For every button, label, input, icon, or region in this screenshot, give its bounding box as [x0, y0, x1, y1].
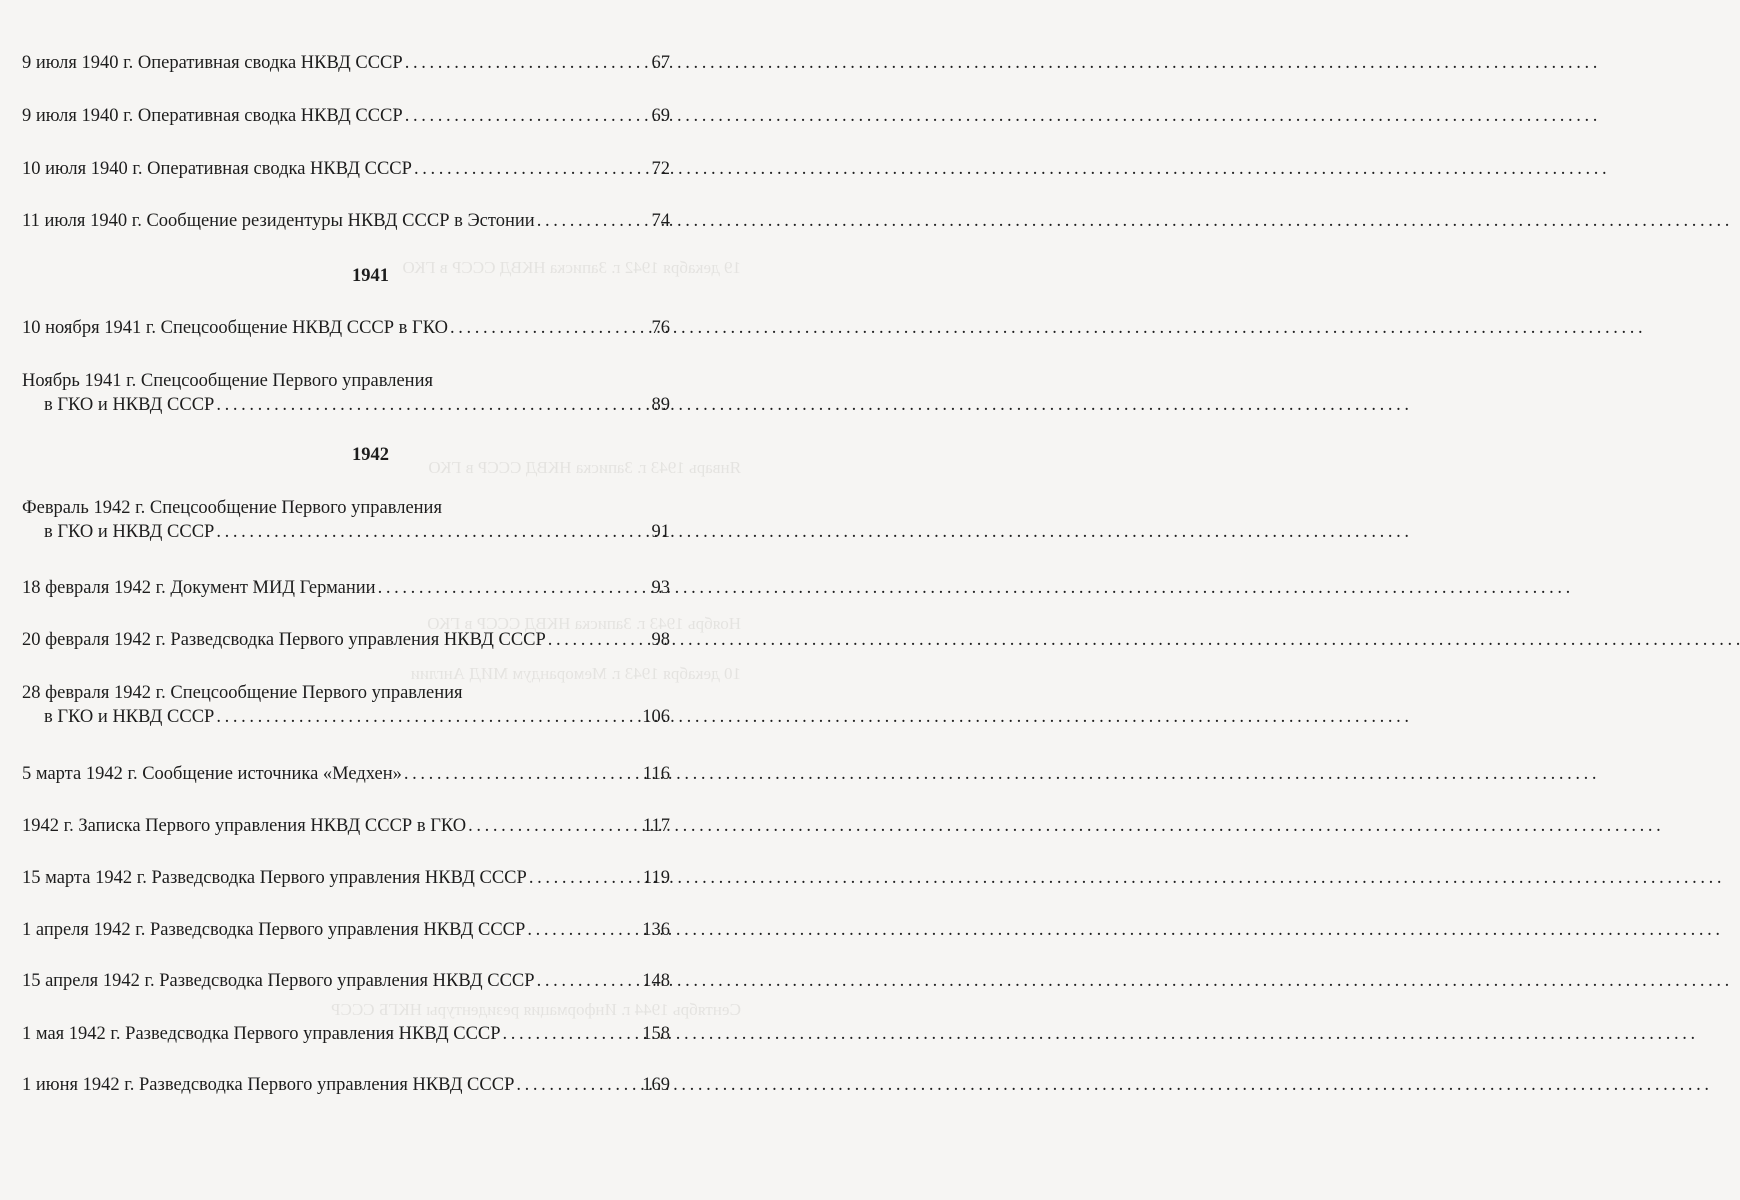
show-through-line: 10 декабря 1943 г. Меморандум МИД Англии [410, 664, 741, 683]
toc-page-number: 119 [642, 868, 670, 888]
year-heading: 1941 [352, 266, 389, 286]
toc-entry[interactable] [22, 969, 670, 993]
toc-entry-title: 1942 г. Записка Первого управления НКВД СССР в ГКО [22, 816, 467, 836]
toc-entry[interactable] [22, 369, 670, 417]
toc-page-number: 93 [651, 578, 670, 598]
toc-entry[interactable] [22, 681, 670, 729]
toc-page-number: 69 [651, 106, 670, 126]
dot-leader [414, 157, 650, 181]
dot-leader [405, 51, 650, 75]
toc-entry[interactable] [22, 104, 670, 128]
show-through-line: Сентябрь 1944 г. Информация резидентуры НКГБ СССР [331, 1000, 741, 1019]
toc-entry[interactable] [22, 1073, 670, 1097]
toc-page-number: 117 [642, 816, 670, 836]
dot-leader [404, 762, 641, 786]
toc-entry[interactable] [22, 157, 670, 181]
toc-page-number: 98 [651, 630, 670, 650]
toc-entry-title: 10 июля 1940 г. Оперативная сводка НКВД СССР [22, 159, 412, 179]
dot-leader [529, 866, 641, 890]
toc-entry[interactable] [22, 762, 670, 786]
toc-page-number: 74 [651, 211, 670, 231]
toc-entry-title: 10 ноября 1941 г. Спецсообщение НКВД СССР в ГКО [22, 318, 448, 338]
toc-entry-title: 5 марта 1942 г. Сообщение источника «Медхен» [22, 764, 402, 784]
toc-page-number: 158 [642, 1024, 670, 1044]
toc-entry-title: Февраль 1942 г. Спецсообщение Первого управления [22, 498, 442, 518]
show-through-line: 19 декабря 1942 г. Записка НКВД СССР в ГКО [402, 258, 741, 277]
toc-entry[interactable] [22, 814, 670, 838]
dot-leader [216, 393, 649, 417]
dot-leader [378, 576, 650, 600]
toc-entry[interactable] [22, 209, 670, 233]
toc-page-number: 89 [651, 395, 670, 415]
toc-page-number: 91 [651, 522, 670, 542]
toc-entry[interactable] [22, 316, 670, 340]
toc-entry[interactable] [22, 576, 670, 600]
toc-page-number: 72 [651, 159, 670, 179]
toc-entry[interactable] [22, 866, 670, 890]
toc-entry-title-continuation: в ГКО и НКВД СССР [44, 522, 215, 542]
dot-leader [537, 209, 650, 233]
dot-leader [537, 969, 641, 993]
toc-entry[interactable] [22, 628, 670, 652]
toc-entry-title: 1 апреля 1942 г. Разведсводка Первого управления НКВД СССР [22, 920, 526, 940]
dot-leader [216, 705, 640, 729]
toc-page-number: 136 [642, 920, 670, 940]
toc-entry-title: Ноябрь 1941 г. Спецсообщение Первого управления [22, 371, 433, 391]
dot-leader [503, 1022, 641, 1046]
toc-entry-title-continuation: в ГКО и НКВД СССР [44, 707, 215, 727]
toc-entry-title: 20 февраля 1942 г. Разведсводка Первого управления НКВД СССР [22, 630, 546, 650]
toc-page-number: 148 [642, 971, 670, 991]
toc-entry-title: 9 июля 1940 г. Оперативная сводка НКВД СССР [22, 53, 403, 73]
toc-entry-title: 15 апреля 1942 г. Разведсводка Первого управления НКВД СССР [22, 971, 535, 991]
toc-page [0, 0, 741, 1200]
toc-entry-title: 28 февраля 1942 г. Спецсообщение Первого управления [22, 683, 463, 703]
toc-entry-title: 1 мая 1942 г. Разведсводка Первого управления НКВД СССР [22, 1024, 501, 1044]
toc-page-number: 116 [642, 764, 670, 784]
dot-leader [516, 1073, 640, 1097]
toc-entry-title: 11 июля 1940 г. Сообщение резидентуры НКВД СССР в Эстонии [22, 211, 535, 231]
show-through-line: Январь 1943 г. Записка НКВД СССР в ГКО [428, 458, 741, 477]
toc-page-number: 76 [651, 318, 670, 338]
toc-entry-title: 15 марта 1942 г. Разведсводка Первого управления НКВД СССР [22, 868, 527, 888]
show-through-line: Ноябрь 1943 г. Записка НКВД СССР в ГКО [427, 614, 741, 633]
toc-page-number: 169 [642, 1075, 670, 1095]
toc-entry[interactable] [22, 496, 670, 544]
toc-entry[interactable] [22, 918, 670, 942]
year-heading: 1942 [352, 445, 389, 465]
dot-leader [450, 316, 650, 340]
dot-leader [216, 520, 649, 544]
toc-entry-title: 1 июня 1942 г. Разведсводка Первого управления НКВД СССР [22, 1075, 515, 1095]
toc-entry[interactable] [22, 51, 670, 75]
toc-page-number: 106 [642, 707, 670, 727]
dot-leader [548, 628, 650, 652]
dot-leader [527, 918, 640, 942]
toc-entry-title-continuation: в ГКО и НКВД СССР [44, 395, 215, 415]
dot-leader [405, 104, 650, 128]
toc-page-number: 67 [651, 53, 670, 73]
toc-entry[interactable] [22, 1022, 670, 1046]
toc-entry-title: 18 февраля 1942 г. Документ МИД Германии [22, 578, 376, 598]
toc-entry-title: 9 июля 1940 г. Оперативная сводка НКВД СССР [22, 106, 403, 126]
dot-leader [468, 814, 641, 838]
